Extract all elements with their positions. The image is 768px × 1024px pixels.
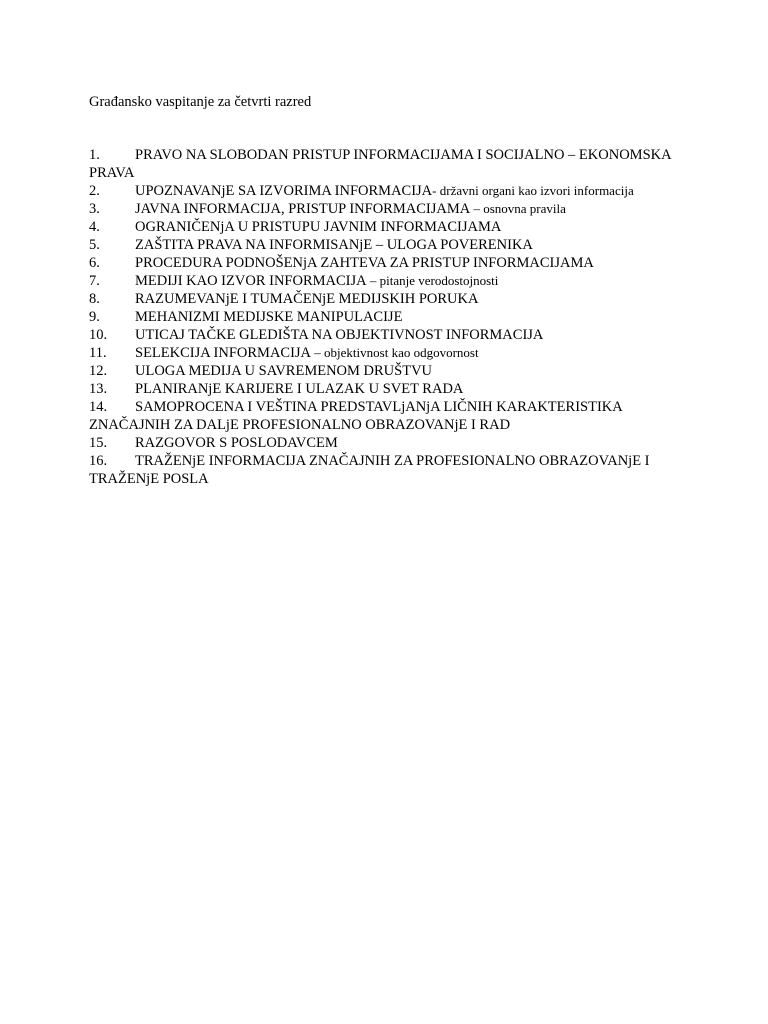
item-number: 13. <box>89 381 108 397</box>
item-number: 3. <box>89 201 100 217</box>
item-number: 9. <box>89 309 100 325</box>
list-item <box>89 344 689 362</box>
item-subtitle: – osnovna pravila <box>470 201 566 216</box>
item-title: RAZGOVOR S POSLODAVCEM <box>135 435 338 451</box>
list-item <box>89 218 689 236</box>
item-number: 11. <box>89 345 107 361</box>
list-item <box>89 290 689 308</box>
topic-list <box>89 146 689 488</box>
list-item <box>89 398 689 434</box>
item-number: 15. <box>89 435 108 451</box>
list-item <box>89 362 689 380</box>
item-number: 16. <box>89 453 108 469</box>
item-title: RAZUMEVANjE I TUMAČENjE MEDIJSKIH PORUKA <box>135 291 479 307</box>
item-number: 10. <box>89 327 108 343</box>
item-number: 4. <box>89 219 100 235</box>
item-subtitle: – objektivnost kao odgovornost <box>311 345 479 360</box>
item-number: 2. <box>89 183 100 199</box>
item-title: PRAVO NA SLOBODAN PRISTUP INFORMACIJAMA I SOCIJALNO – EKONOMSKA PRAVA <box>89 147 671 181</box>
item-number: 8. <box>89 291 100 307</box>
item-title: OGRANIČENjA U PRISTUPU JAVNIM INFORMACIJAMA <box>135 219 502 235</box>
item-number: 12. <box>89 363 108 379</box>
list-item <box>89 272 689 290</box>
item-title: MEDIJI KAO IZVOR INFORMACIJA <box>135 273 367 289</box>
list-item <box>89 434 689 452</box>
item-number: 7. <box>89 273 100 289</box>
item-number: 14. <box>89 399 108 415</box>
list-item <box>89 308 689 326</box>
document-title: Građansko vaspitanje za četvrti razred <box>89 94 312 110</box>
item-title: PLANIRANjE KARIJERE I ULAZAK U SVET RADA <box>135 381 464 397</box>
item-title: UPOZNAVANjE SA IZVORIMA INFORMACIJA <box>135 183 433 199</box>
item-title: TRAŽENjE INFORMACIJA ZNAČAJNIH ZA PROFESIONALNO OBRAZOVANjE I TRAŽENjE POSLA <box>89 453 650 487</box>
item-subtitle: – pitanje verodostojnosti <box>366 273 499 288</box>
item-title: ULOGA MEDIJA U SAVREMENOM DRUŠTVU <box>135 363 433 379</box>
item-title: ZAŠTITA PRAVA NA INFORMISANjE – ULOGA POVERENIKA <box>135 237 533 253</box>
item-title: SAMOPROCENA I VEŠTINA PREDSTAVLjANjA LIČNIH KARAKTERISTIKA ZNAČAJNIH ZA DALjE PROFESIONALNO OBRAZOVANjE I RAD <box>89 399 622 433</box>
list-item <box>89 326 689 344</box>
item-title: MEHANIZMI MEDIJSKE MANIPULACIJE <box>135 309 403 325</box>
item-number: 6. <box>89 255 100 271</box>
item-title: UTICAJ TAČKE GLEDIŠTA NA OBJEKTIVNOST INFORMACIJA <box>135 327 544 343</box>
item-number: 1. <box>89 147 100 163</box>
item-title: PROCEDURA PODNOŠENjA ZAHTEVA ZA PRISTUP INFORMACIJAMA <box>135 255 594 271</box>
item-number: 5. <box>89 237 100 253</box>
list-item <box>89 380 689 398</box>
list-item <box>89 254 689 272</box>
list-item <box>89 146 689 182</box>
list-item <box>89 452 689 488</box>
list-item <box>89 182 689 200</box>
list-item <box>89 200 689 218</box>
list-item <box>89 236 689 254</box>
item-title: SELEKCIJA INFORMACIJA <box>135 345 312 361</box>
item-title: JAVNA INFORMACIJA, PRISTUP INFORMACIJAMA <box>135 201 471 217</box>
item-subtitle: - državni organi kao izvori informacija <box>432 183 634 198</box>
